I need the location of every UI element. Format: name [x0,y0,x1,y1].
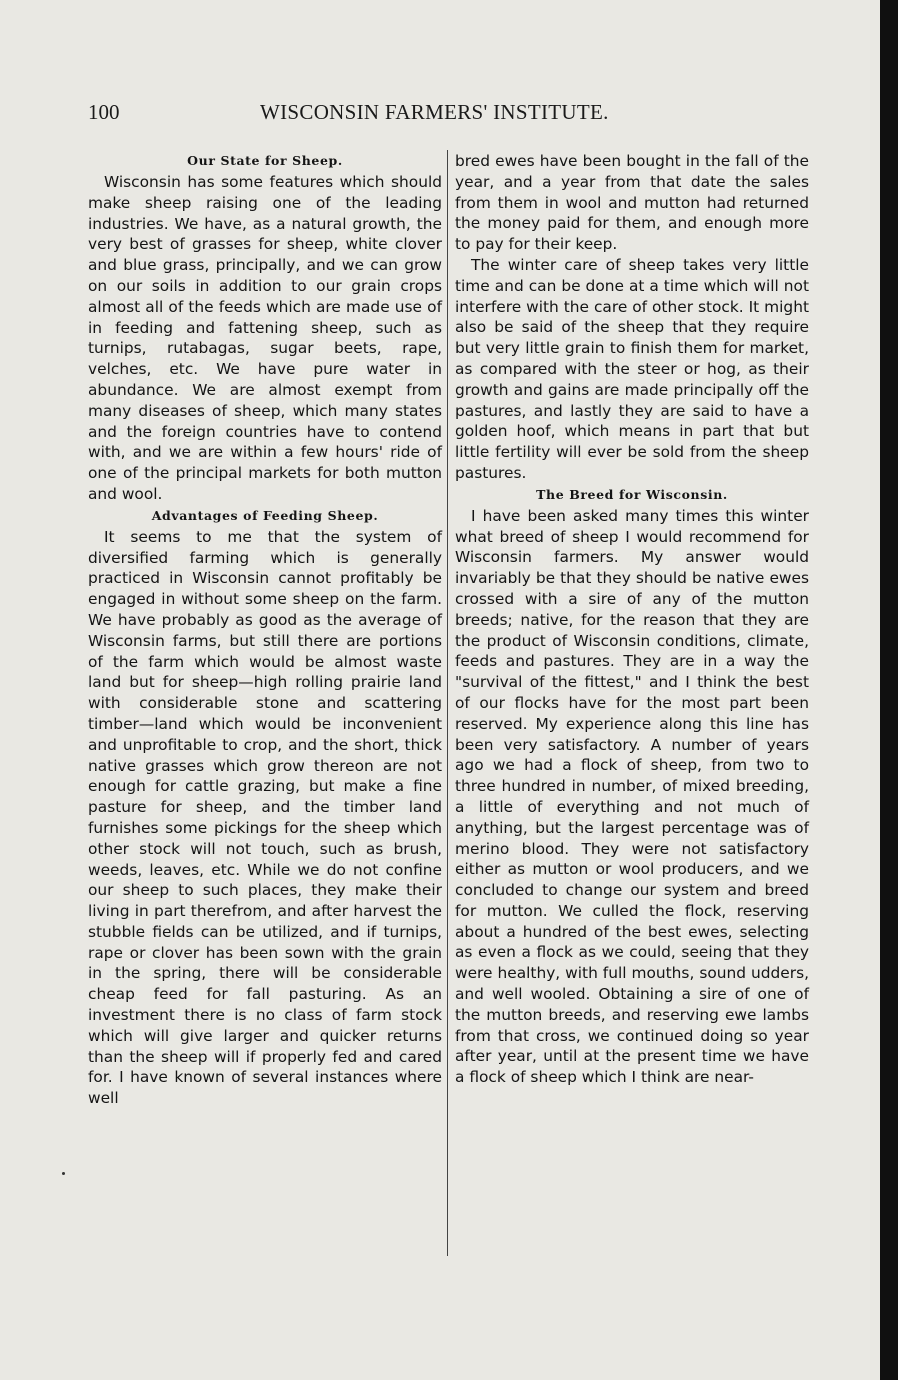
section-heading: The Breed for Wisconsin. [536,486,728,502]
margin-speck [62,1172,65,1175]
paragraph: It seems to me that the system of diversified farming which is generally practiced in Wisconsin cannot profitably be engaged in without some sheep on the farm. We have probably as good as the average of Wisconsin farms, but still there are portions of the farm which would be almost waste land but for sheep—high rolling prairie land with considerable stone and scattering timber—land which would be inconvenient and unprofitable to crop, and the short, thick native grasses which grow thereon are not enough for cattle grazing, but make a fine pasture for sheep, and the timber land furnishes some pickings for the sheep which other stock will not touch, such as brush, weeds, leaves, etc. While we do not confine our sheep to such places, they make their living in part therefrom, and after harvest the stubble fields can be utilized, and if turnips, rape or clover has been sown with the grain in the spring, there will be considerable cheap feed for fall pasturing. As an investment there is no class of farm stock which will give larger and quicker returns than the sheep will if properly fed and cared for. I have known of several instances where well [88,527,442,1108]
paragraph-continued: bred ewes have been bought in the fall of the year, and a year from that date the sales from them in wool and mutton had returned the money paid for them, and enough more to pay for their keep. [455,152,809,254]
column-divider [447,150,448,1256]
scan-border [880,0,898,1380]
page-header [88,100,640,130]
paragraph: I have been asked many times this winter what breed of sheep I would recommend for Wisconsin farmers. My answer would invariably be that they should be native ewes crossed with a sire of any of the mutton breeds; native, for the reason that they are the product of Wisconsin conditions, climate, feeds and pastures. They are in a way the "survival of the fittest," and I think the best of our flocks have for the most part been reserved. My experience along this line has been very satisfactory. A number of years ago we had a flock of sheep, from two to three hundred in number, of mixed breeding, a little of everything and not much of anything, but the largest percentage was of merino blood. They were not satisfactory either as mutton or wool producers, and we concluded to change our system and breed for mutton. We culled the flock, reserving about a hundred of the best ewes, selecting as even a flock as we could, seeing that they were healthy, with full mouths, sound udders, and well wooled. Obtaining a sire of one of the mutton breeds, and reserving ewe lambs from that cross, we continued doing so year after year, until at the present time we have a flock of sheep which I think are near- [455,506,809,1087]
right-column [455,151,809,1088]
left-column [88,150,442,1109]
paragraph: The winter care of sheep takes very little time and can be done at a time which will not interfere with the care of other stock. It might also be said of the sheep that they require but very little grain to finish them for market, as compared with the steer or hog, as their growth and gains are made principally off the pastures, and lastly they are said to have a golden hoof, which means in part that but little fertility will ever be sold from the sheep pastures. [455,255,809,482]
paragraph: Wisconsin has some features which should make sheep raising one of the leading industries. We have, as a natural growth, the very best of grasses for sheep, white clover and blue grass, principally, and we can grow on our soils in addition to our grain crops almost all of the feeds which are made use of in feeding and fattening sheep, such as turnips, rutabagas, sugar beets, rape, velches, etc. We have pure water in abundance. We are almost exempt from many diseases of sheep, which many states and the foreign countries have to contend with, and we are within a few hours' ride of one of the principal markets for both mutton and wool. [88,173,442,503]
page-number: 100 [88,100,120,124]
section-heading: Advantages of Feeding Sheep. [151,507,379,523]
running-title: WISCONSIN FARMERS' INSTITUTE. [260,100,609,124]
section-heading: Our State for Sheep. [187,153,343,168]
